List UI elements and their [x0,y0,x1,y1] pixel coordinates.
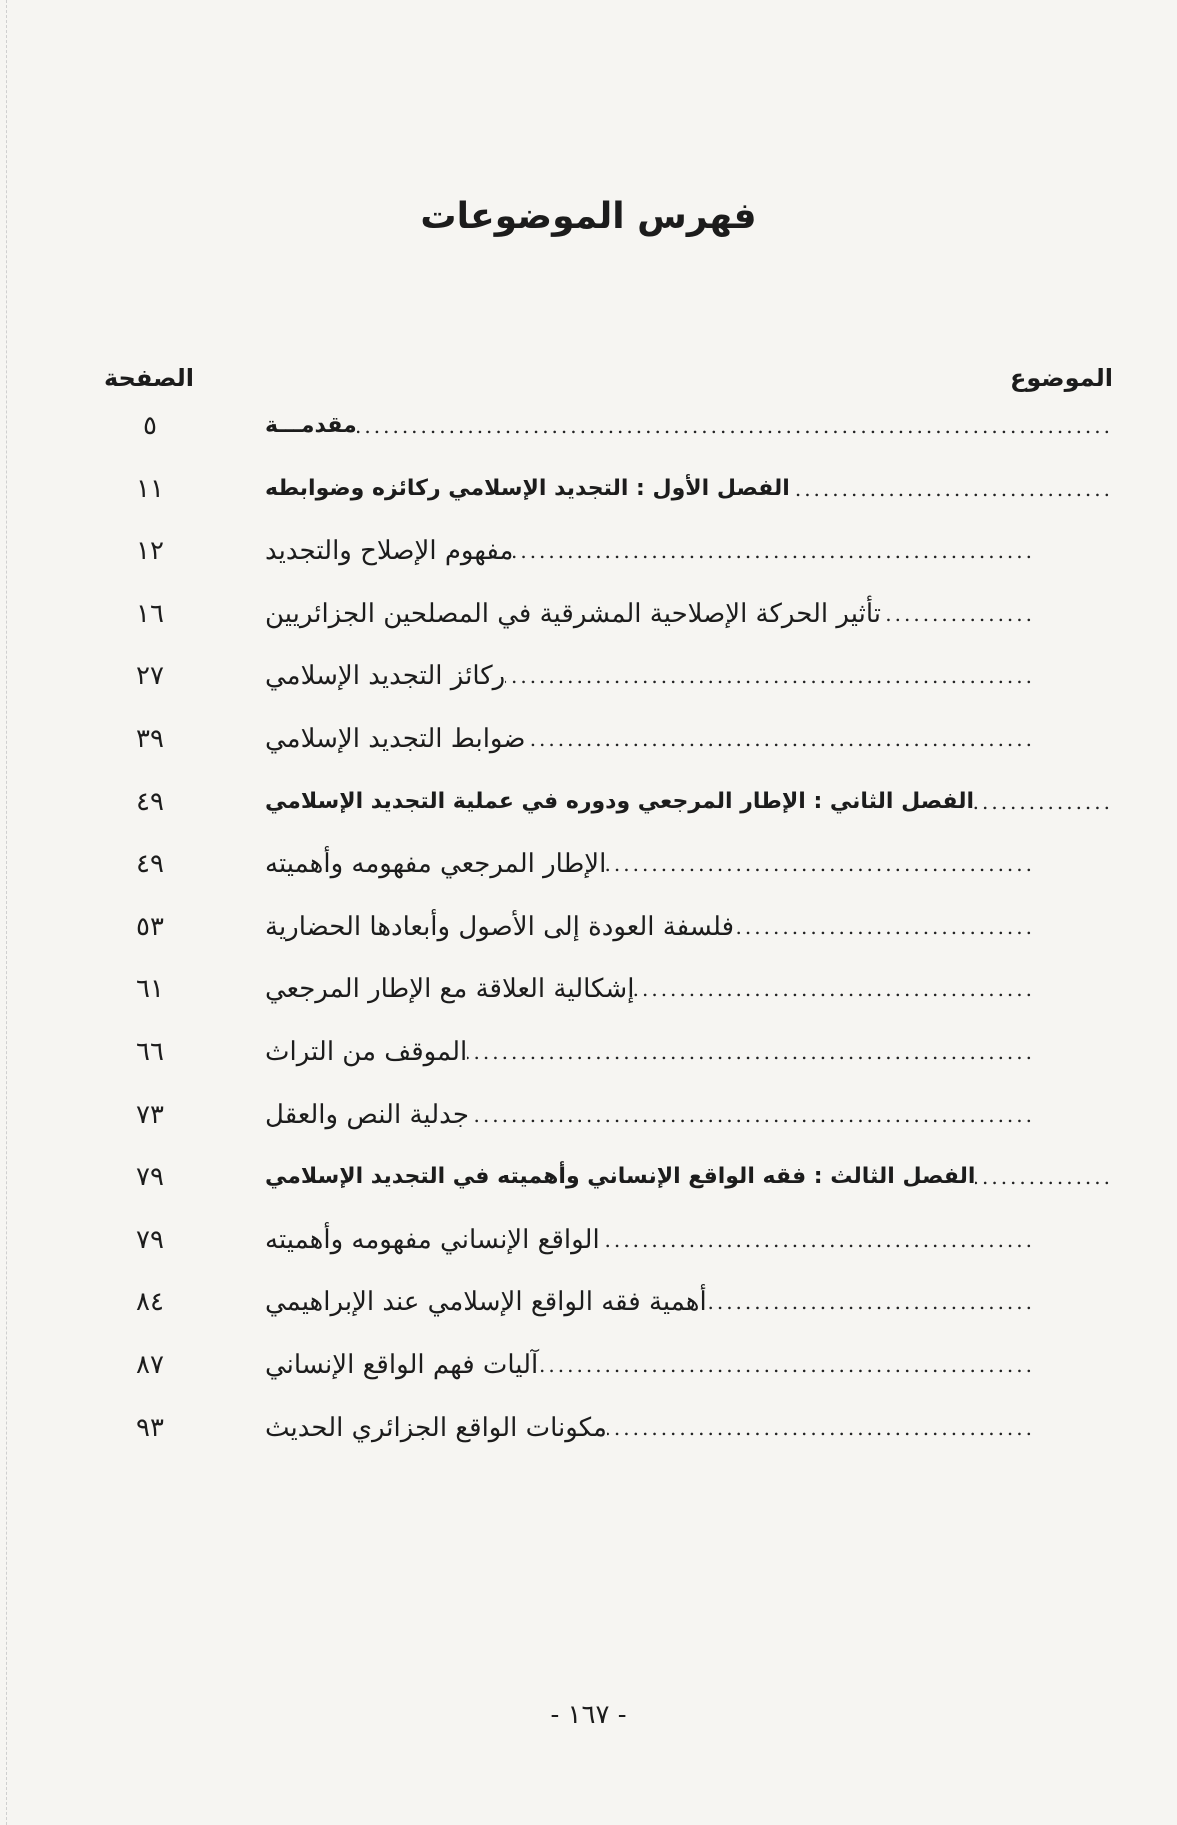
dot-leader [634,966,1035,1012]
dot-leader [513,528,1035,574]
topic-column-header: الموضوع [1009,364,1113,392]
entry-page-number: ٥٣ [136,912,164,942]
toc-entry [0,403,1177,449]
toc-entry [0,1279,1177,1325]
entry-leader [255,779,1113,825]
toc-entry [0,653,1177,699]
dot-leader [469,1092,1035,1138]
entry-title: مكونات الواقع الجزائري الحديث [255,1405,607,1451]
entry-leader [255,1154,1113,1200]
toc-entry [0,966,1177,1012]
entry-page-number: ٦١ [136,974,164,1004]
entry-title: الفصل الثاني : الإطار المرجعي ودوره في عملية التجديد الإسلامي [255,779,974,825]
toc-entry [0,591,1177,637]
toc-entry [0,716,1177,762]
entry-leader [255,591,1035,637]
entry-title: مفهوم الإصلاح والتجديد [255,528,513,574]
entry-page-number: ٣٩ [136,724,164,754]
dot-leader [538,1342,1035,1388]
entry-page-number: ١١ [136,474,164,504]
dot-leader [357,403,1113,449]
entry-leader [255,1217,1035,1263]
entry-title: مقدمـــة [255,403,357,449]
page-number: - ١٦٧ - [550,1700,627,1730]
entry-title: جدلية النص والعقل [255,1092,469,1138]
entry-leader [255,653,1035,699]
entry-title: تأثير الحركة الإصلاحية المشرقية في المصلحين الجزائريين [255,591,881,637]
entry-leader [255,841,1035,887]
toc-entry [0,779,1177,825]
entry-page-number: ٨٧ [136,1350,164,1380]
entry-leader [255,403,1113,449]
toc-entry [0,1092,1177,1138]
dot-leader [734,904,1035,950]
entry-leader [255,1405,1035,1451]
entry-leader [255,1029,1035,1075]
page-column-header: الصفحة [104,364,195,392]
entry-page-number: ٦٦ [136,1037,164,1067]
entry-page-number: ٤٩ [136,849,164,879]
entry-title: أهمية فقه الواقع الإسلامي عند الإبراهيمي [255,1279,707,1325]
entry-page-number: ٥ [143,411,157,441]
entry-title: الموقف من التراث [255,1029,467,1075]
entry-title: الفصل الثالث : فقه الواقع الإنساني وأهميته في التجديد الإسلامي [255,1154,975,1200]
entry-leader [255,1279,1035,1325]
page-title: فهرس الموضوعات [420,196,757,237]
entry-page-number: ١٦ [136,599,164,629]
entry-title: الواقع الإنساني مفهومه وأهميته [255,1217,600,1263]
entry-title: آليات فهم الواقع الإنساني [255,1342,538,1388]
dot-leader [600,1217,1035,1263]
entry-page-number: ٧٩ [136,1162,164,1192]
dot-leader [467,1029,1035,1075]
dot-leader [975,1154,1113,1200]
entry-title: إشكالية العلاقة مع الإطار المرجعي [255,966,634,1012]
entry-page-number: ٤٩ [136,787,164,817]
toc-entry [0,841,1177,887]
toc-entry [0,528,1177,574]
toc-entry [0,1405,1177,1451]
toc-entry [0,1154,1177,1200]
dot-leader [607,1405,1035,1451]
entry-leader [255,904,1035,950]
entry-leader [255,1342,1035,1388]
entry-page-number: ٩٣ [136,1413,164,1443]
entry-page-number: ٨٤ [136,1287,164,1317]
entry-page-number: ٢٧ [136,661,164,691]
entry-title: الفصل الأول : التجديد الإسلامي ركائزه وضوابطه [255,466,790,512]
toc-entry [0,466,1177,512]
toc-entry [0,1029,1177,1075]
entry-leader [255,528,1035,574]
dot-leader [606,841,1035,887]
entry-title: ضوابط التجديد الإسلامي [255,716,525,762]
dot-leader [525,716,1035,762]
dot-leader [505,653,1035,699]
toc-entry [0,904,1177,950]
entry-title: ركائز التجديد الإسلامي [255,653,505,699]
entry-title: الإطار المرجعي مفهومه وأهميته [255,841,606,887]
dot-leader [881,591,1035,637]
entry-leader [255,466,1113,512]
dot-leader [974,779,1113,825]
toc-entry [0,1217,1177,1263]
entry-page-number: ٧٣ [136,1100,164,1130]
toc-entry [0,1342,1177,1388]
dot-leader [790,466,1113,512]
entry-leader [255,966,1035,1012]
dot-leader [707,1279,1035,1325]
entry-leader [255,716,1035,762]
entry-page-number: ٧٩ [136,1225,164,1255]
entry-page-number: ١٢ [136,536,164,566]
entry-title: فلسفة العودة إلى الأصول وأبعادها الحضارية [255,904,734,950]
entry-leader [255,1092,1035,1138]
